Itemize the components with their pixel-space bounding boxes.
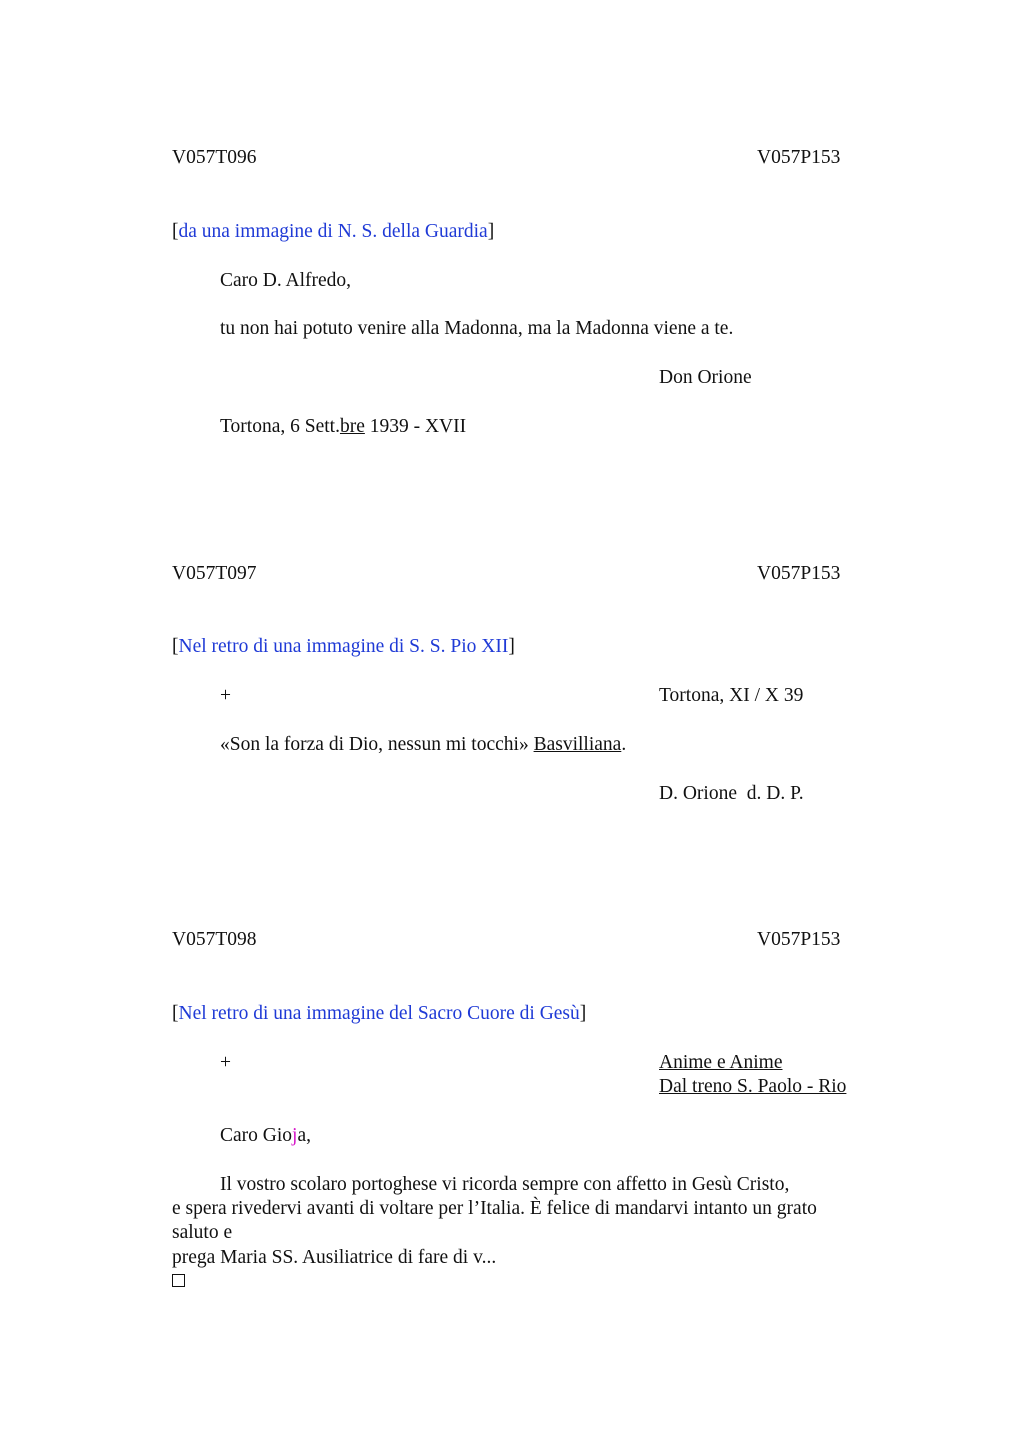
doc3-body-line4: prega Maria SS. Ausiliatrice di fare di v...: [172, 1247, 497, 1268]
doc3-cross: +: [220, 1052, 231, 1073]
doc1-note-text: da una immagine di N. S. della Guardia: [178, 221, 488, 242]
doc2-note-text: Nel retro di una immagine di S. S. Pio XII: [178, 636, 509, 657]
doc2-cross: +: [220, 685, 231, 706]
doc2-page: V057P153: [757, 563, 841, 584]
doc2-quote: «Son la forza di Dio, nessun mi tocchi» Basvilliana.: [220, 734, 627, 755]
doc1-date: Tortona, 6 Sett.bre 1939 - XVII: [220, 416, 467, 437]
doc1-signature: Don Orione: [659, 367, 752, 388]
doc3-note: [Nel retro di una immagine del Sacro Cuore di Gesù]: [172, 1003, 587, 1024]
doc3-body-line1: Il vostro scolaro portoghese vi ricorda sempre con affetto in Gesù Cristo,: [220, 1174, 790, 1195]
doc2-id: V057T097: [172, 563, 257, 584]
doc1-body: tu non hai potuto venire alla Madonna, ma la Madonna viene a te.: [220, 318, 734, 339]
doc1-page: V057P153: [757, 147, 841, 168]
doc1-note: [da una immagine di N. S. della Guardia]: [172, 221, 495, 242]
doc3-body-line2: e spera rivedervi avanti di voltare per l’Italia. È felice di mandarvi intanto un grato: [172, 1198, 817, 1219]
doc2-signature: D. Orione d. D. P.: [659, 783, 804, 804]
doc1-salutation: Caro D. Alfredo,: [220, 270, 352, 291]
doc3-note-text: Nel retro di una immagine del Sacro Cuore di Gesù: [178, 1003, 580, 1024]
doc3-body-line3: saluto e: [172, 1222, 233, 1243]
doc3-header-line1: Anime e Anime: [659, 1052, 783, 1073]
doc3-salutation: Caro Gioja,: [220, 1125, 311, 1146]
doc2-note: [Nel retro di una immagine di S. S. Pio XII]: [172, 636, 515, 657]
doc3-page: V057P153: [757, 929, 841, 950]
doc3-id: V057T098: [172, 929, 257, 950]
checkbox-icon: [172, 1274, 185, 1287]
doc2-place-date: Tortona, XI / X 39: [659, 685, 804, 706]
doc3-header-line2: Dal treno S. Paolo - Rio: [659, 1076, 847, 1097]
doc1-id: V057T096: [172, 147, 257, 168]
